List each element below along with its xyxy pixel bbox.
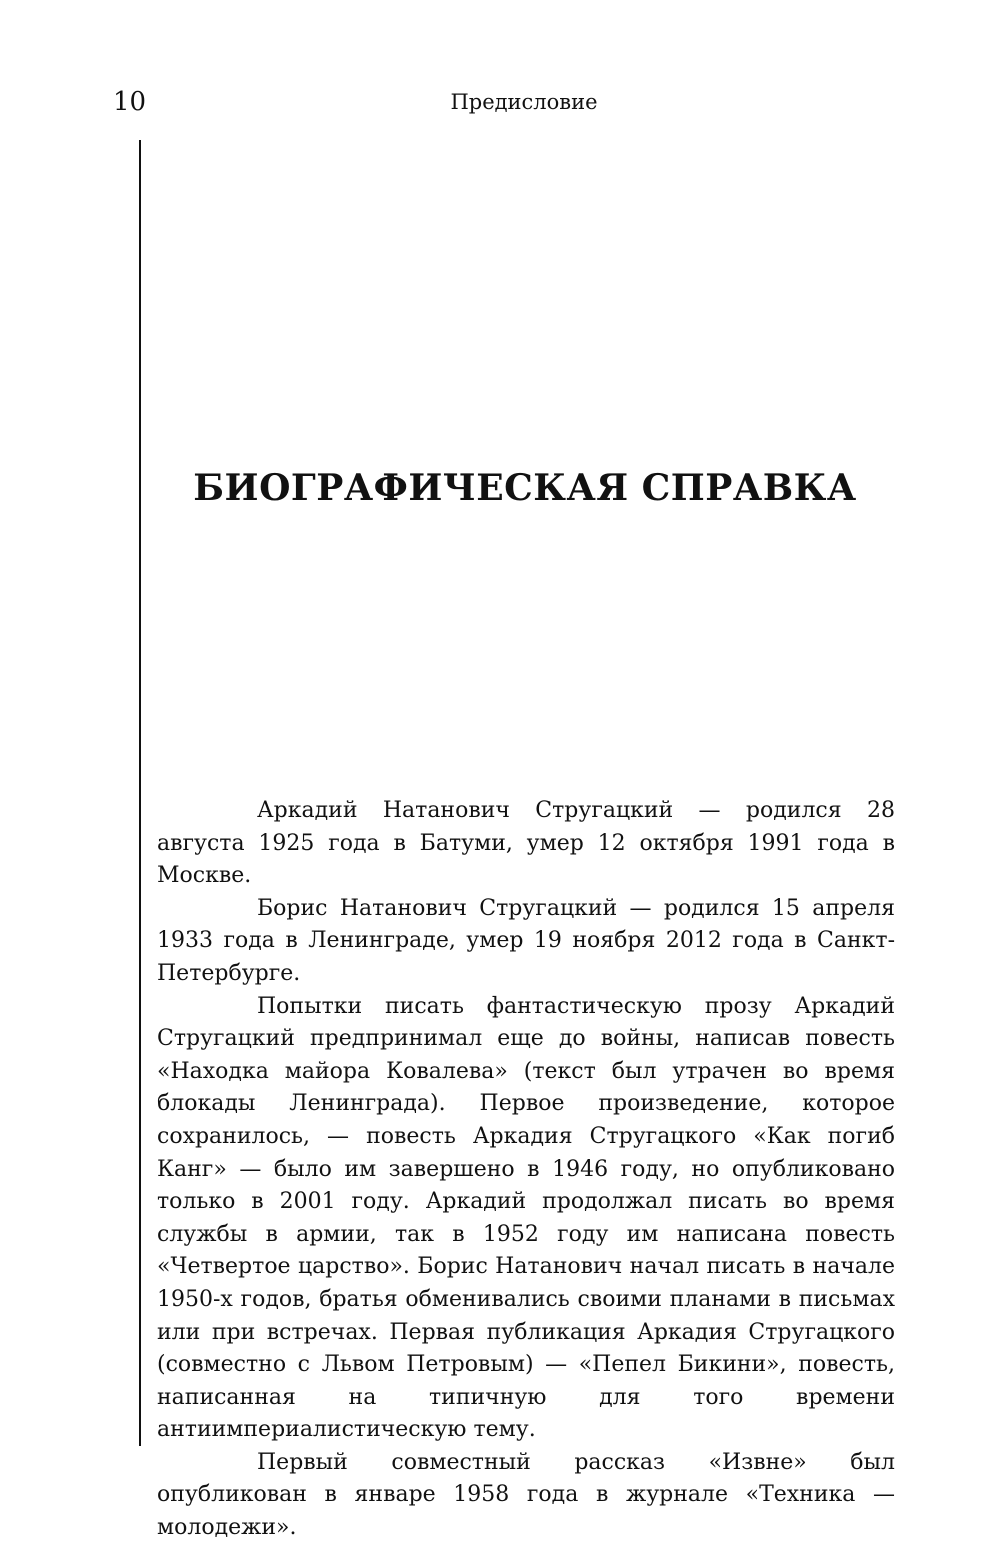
- page-number: 10: [113, 87, 147, 117]
- margin-rule: [139, 140, 141, 1446]
- paragraph: Попытки писать фантастическую прозу Аркадий Стругацкий предпринимал еще до войны, написав повесть «Находка майора Ковалева» (текст был утрачен во время блокады Ленинграда). Первое произведение, которое сохранилось, — повесть Аркадия Стругацкого «Как погиб Канг» — было им завершено в 1946 году, но опубликовано только в 2001 году. Аркадий продолжал писать во время службы в армии, так в 1952 году им написана повесть «Четвертое царство». Борис Натанович начал писать в начале 1950-х годов, братья обменивались своими планами в письмах или при встречах. Первая публикация Аркадия Стругацкого (совместно с Львом Петровым) — «Пепел Бикини», повесть, написанная на типичную для того времени антиимпериалистическую тему.: [157, 993, 895, 1443]
- chapter-title: БИОГРАФИЧЕСКАЯ СПРАВКА: [193, 467, 857, 509]
- paragraph: Аркадий Натанович Стругацкий — родился 28 августа 1925 года в Батуми, умер 12 октября 1991 года в Москве.: [157, 798, 895, 889]
- body-text: [157, 795, 895, 1545]
- running-head: Предисловие: [450, 90, 598, 114]
- paragraph: Борис Натанович Стругацкий — родился 15 апреля 1933 года в Ленинграде, умер 19 ноября 2012 года в Санкт-Петербурге.: [157, 895, 895, 986]
- paragraph: Первый совместный рассказ «Извне» был опубликован в январе 1958 года в журнале «Техника — молодежи».: [157, 1449, 895, 1541]
